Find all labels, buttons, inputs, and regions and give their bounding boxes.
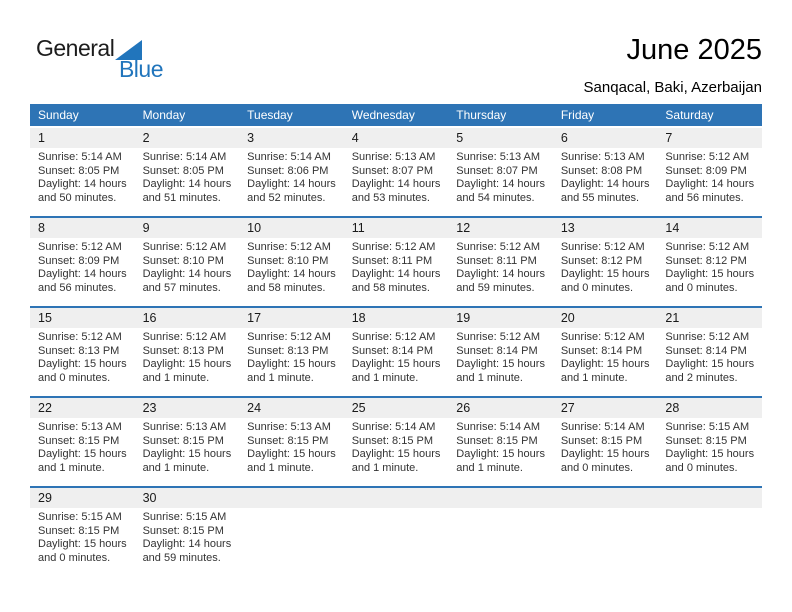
sunset-text: Sunset: 8:15 PM — [142, 434, 224, 447]
sunset-text: Sunset: 8:15 PM — [38, 434, 120, 447]
daylight-text-line1: Daylight: 15 hours — [142, 358, 232, 371]
day-details — [30, 328, 135, 385]
daylight-text-line1: Daylight: 14 hours — [38, 268, 127, 281]
daylight-text-line2: and 1 minute. — [142, 371, 210, 384]
day-number: 7 — [657, 128, 762, 148]
sunset-text: Sunset: 8:15 PM — [247, 434, 329, 447]
sunset-text: Sunset: 8:07 PM — [456, 164, 538, 177]
day-cell — [657, 398, 762, 486]
weekday-thursday: Thursday — [456, 108, 507, 122]
sunrise-text: Sunrise: 5:12 AM — [456, 241, 541, 253]
daylight-text-line1: Daylight: 15 hours — [665, 358, 755, 371]
day-number: 27 — [553, 398, 658, 418]
day-number: 20 — [553, 308, 658, 328]
day-number: 25 — [344, 398, 449, 418]
sunset-text: Sunset: 8:11 PM — [456, 254, 537, 267]
day-details — [657, 148, 762, 205]
sunset-text: Sunset: 8:14 PM — [665, 344, 747, 357]
day-details — [657, 328, 762, 385]
day-cell — [448, 218, 553, 306]
day-number: 13 — [553, 218, 658, 238]
sunrise-text: Sunrise: 5:12 AM — [560, 241, 645, 253]
day-cell — [344, 398, 449, 486]
day-details — [344, 238, 449, 295]
day-number: 11 — [344, 218, 449, 238]
day-cell — [30, 488, 135, 576]
sunset-text: Sunset: 8:14 PM — [560, 344, 643, 357]
day-number: 9 — [135, 218, 240, 238]
day-details — [135, 508, 240, 565]
day-cell — [657, 308, 762, 396]
daylight-text-line1: Daylight: 14 hours — [665, 178, 755, 191]
day-number — [448, 488, 553, 508]
daylight-text-line1: Daylight: 14 hours — [351, 178, 441, 191]
day-cell — [344, 308, 449, 396]
day-number: 6 — [553, 128, 658, 148]
day-details — [30, 238, 135, 295]
sunrise-text: Sunrise: 5:13 AM — [38, 421, 122, 433]
daylight-text-line1: Daylight: 15 hours — [247, 448, 336, 461]
weekday-monday: Monday — [142, 108, 186, 122]
sunset-text: Sunset: 8:13 PM — [38, 344, 120, 357]
daylight-text-line1: Daylight: 15 hours — [38, 538, 127, 551]
day-number — [657, 488, 762, 508]
day-details — [553, 238, 658, 295]
day-number: 5 — [448, 128, 553, 148]
sunset-text: Sunset: 8:09 PM — [665, 164, 747, 177]
day-number: 22 — [30, 398, 135, 418]
daylight-text-line2: and 0 minutes. — [560, 281, 633, 294]
day-cell — [553, 398, 658, 486]
daylight-text-line1: Daylight: 14 hours — [351, 268, 441, 281]
day-cell — [344, 128, 449, 216]
day-number: 3 — [239, 128, 344, 148]
day-cell — [448, 308, 553, 396]
daylight-text-line1: Daylight: 15 hours — [38, 358, 127, 371]
daylight-text-line1: Daylight: 15 hours — [665, 448, 755, 461]
day-details — [448, 418, 553, 475]
daylight-text-line2: and 1 minute. — [560, 371, 628, 384]
day-number: 23 — [135, 398, 240, 418]
day-details — [448, 238, 553, 295]
daylight-text-line1: Daylight: 15 hours — [247, 358, 336, 371]
daylight-text-line2: and 59 minutes. — [456, 281, 535, 294]
day-details — [657, 418, 762, 475]
day-cell — [448, 398, 553, 486]
day-number: 10 — [239, 218, 344, 238]
daylight-text-line1: Daylight: 14 hours — [560, 178, 650, 191]
sunset-text: Sunset: 8:14 PM — [351, 344, 434, 357]
day-number: 24 — [239, 398, 344, 418]
daylight-text-line2: and 1 minute. — [351, 461, 419, 474]
daylight-text-line2: and 50 minutes. — [38, 191, 117, 204]
sunrise-text: Sunrise: 5:12 AM — [665, 151, 750, 163]
day-cell — [553, 128, 658, 216]
day-details — [135, 148, 240, 205]
day-details — [239, 328, 344, 385]
day-cell — [239, 128, 344, 216]
sunrise-text: Sunrise: 5:12 AM — [351, 241, 436, 253]
sunrise-text: Sunrise: 5:15 AM — [38, 511, 122, 523]
sunrise-text: Sunrise: 5:14 AM — [247, 151, 331, 163]
day-cell — [135, 218, 240, 306]
sunrise-text: Sunrise: 5:13 AM — [142, 421, 227, 433]
empty-day-cell — [239, 488, 344, 576]
daylight-text-line2: and 1 minute. — [351, 371, 419, 384]
daylight-text-line2: and 1 minute. — [247, 371, 314, 384]
sunrise-text: Sunrise: 5:12 AM — [247, 331, 331, 343]
day-number: 26 — [448, 398, 553, 418]
day-details — [344, 148, 449, 205]
calendar-header — [584, 34, 762, 96]
sunset-text: Sunset: 8:10 PM — [247, 254, 329, 267]
sunrise-text: Sunrise: 5:14 AM — [560, 421, 645, 433]
day-number: 17 — [239, 308, 344, 328]
day-details — [239, 418, 344, 475]
daylight-text-line1: Daylight: 15 hours — [351, 448, 441, 461]
sunset-text: Sunset: 8:10 PM — [142, 254, 224, 267]
sunrise-text: Sunrise: 5:15 AM — [142, 511, 227, 523]
sunrise-text: Sunrise: 5:12 AM — [142, 331, 227, 343]
sunset-text: Sunset: 8:09 PM — [38, 254, 120, 267]
daylight-text-line2: and 52 minutes. — [247, 191, 326, 204]
weeks-container — [30, 128, 762, 576]
week-row — [30, 128, 762, 216]
sunset-text: Sunset: 8:05 PM — [38, 164, 120, 177]
daylight-text-line2: and 58 minutes. — [247, 281, 326, 294]
sunrise-text: Sunrise: 5:12 AM — [665, 241, 750, 253]
day-number: 8 — [30, 218, 135, 238]
daylight-text-line1: Daylight: 15 hours — [456, 448, 545, 461]
day-cell — [657, 218, 762, 306]
day-number: 21 — [657, 308, 762, 328]
sunset-text: Sunset: 8:15 PM — [38, 524, 120, 537]
daylight-text-line2: and 0 minutes. — [38, 371, 111, 384]
day-number: 28 — [657, 398, 762, 418]
day-cell — [135, 398, 240, 486]
day-details — [135, 328, 240, 385]
day-number: 29 — [30, 488, 135, 508]
sunrise-text: Sunrise: 5:14 AM — [142, 151, 227, 163]
sunrise-text: Sunrise: 5:12 AM — [142, 241, 227, 253]
sunset-text: Sunset: 8:07 PM — [351, 164, 434, 177]
weekday-tuesday: Tuesday — [247, 108, 293, 122]
day-cell — [553, 218, 658, 306]
daylight-text-line2: and 2 minutes. — [665, 371, 738, 384]
day-details — [135, 418, 240, 475]
daylight-text-line2: and 0 minutes. — [560, 461, 633, 474]
day-number — [344, 488, 449, 508]
day-cell — [30, 398, 135, 486]
day-cell — [239, 398, 344, 486]
week-row — [30, 216, 762, 306]
day-details — [553, 328, 658, 385]
day-cell — [135, 128, 240, 216]
weekday-saturday: Saturday — [665, 108, 714, 122]
daylight-text-line1: Daylight: 14 hours — [142, 268, 232, 281]
day-cell — [657, 128, 762, 216]
daylight-text-line1: Daylight: 15 hours — [665, 268, 755, 281]
calendar-grid — [30, 104, 762, 576]
sunset-text: Sunset: 8:15 PM — [456, 434, 538, 447]
sunset-text: Sunset: 8:12 PM — [560, 254, 643, 267]
day-number: 1 — [30, 128, 135, 148]
weekday-sunday: Sunday — [38, 108, 79, 122]
empty-day-cell — [553, 488, 658, 576]
sunset-text: Sunset: 8:12 PM — [665, 254, 747, 267]
daylight-text-line2: and 0 minutes. — [38, 551, 111, 564]
day-cell — [30, 308, 135, 396]
sunset-text: Sunset: 8:11 PM — [351, 254, 433, 267]
day-number: 19 — [448, 308, 553, 328]
daylight-text-line2: and 56 minutes. — [38, 281, 117, 294]
day-details — [30, 508, 135, 565]
sunrise-text: Sunrise: 5:15 AM — [665, 421, 750, 433]
sunset-text: Sunset: 8:06 PM — [247, 164, 329, 177]
sunrise-text: Sunrise: 5:12 AM — [38, 241, 122, 253]
logo-text-general: General — [36, 35, 115, 61]
day-cell — [553, 308, 658, 396]
sunrise-text: Sunrise: 5:13 AM — [456, 151, 541, 163]
day-number: 30 — [135, 488, 240, 508]
empty-day-cell — [344, 488, 449, 576]
daylight-text-line1: Daylight: 15 hours — [560, 268, 650, 281]
day-cell — [135, 488, 240, 576]
daylight-text-line2: and 1 minute. — [456, 371, 523, 384]
daylight-text-line1: Daylight: 15 hours — [38, 448, 127, 461]
sunrise-text: Sunrise: 5:14 AM — [456, 421, 541, 433]
daylight-text-line1: Daylight: 15 hours — [560, 358, 650, 371]
day-details — [30, 418, 135, 475]
daylight-text-line2: and 0 minutes. — [665, 281, 738, 294]
daylight-text-line2: and 1 minute. — [142, 461, 210, 474]
sunrise-text: Sunrise: 5:12 AM — [38, 331, 122, 343]
weekday-friday: Friday — [560, 108, 595, 122]
sunrise-text: Sunrise: 5:12 AM — [665, 331, 750, 343]
location-subtitle: Sanqacal, Baki, Azerbaijan — [583, 79, 762, 96]
day-details — [657, 238, 762, 295]
weekday-wednesday: Wednesday — [351, 108, 415, 122]
day-number: 4 — [344, 128, 449, 148]
daylight-text-line1: Daylight: 14 hours — [38, 178, 127, 191]
sunrise-text: Sunrise: 5:14 AM — [38, 151, 122, 163]
daylight-text-line2: and 1 minute. — [38, 461, 105, 474]
day-details — [448, 328, 553, 385]
day-details — [239, 238, 344, 295]
day-cell — [344, 218, 449, 306]
week-row — [30, 486, 762, 576]
daylight-text-line2: and 58 minutes. — [351, 281, 430, 294]
sunrise-text: Sunrise: 5:12 AM — [351, 331, 436, 343]
daylight-text-line2: and 53 minutes. — [351, 191, 430, 204]
day-details — [135, 238, 240, 295]
day-cell — [239, 308, 344, 396]
sunset-text: Sunset: 8:13 PM — [247, 344, 329, 357]
daylight-text-line1: Daylight: 15 hours — [142, 448, 232, 461]
day-cell — [239, 218, 344, 306]
daylight-text-line2: and 1 minute. — [247, 461, 314, 474]
sunrise-text: Sunrise: 5:14 AM — [351, 421, 436, 433]
day-details — [344, 328, 449, 385]
day-details — [344, 418, 449, 475]
day-number: 14 — [657, 218, 762, 238]
sunset-text: Sunset: 8:08 PM — [560, 164, 643, 177]
daylight-text-line1: Daylight: 14 hours — [247, 178, 336, 191]
day-cell — [135, 308, 240, 396]
daylight-text-line1: Daylight: 14 hours — [247, 268, 336, 281]
day-details — [239, 148, 344, 205]
sunset-text: Sunset: 8:15 PM — [351, 434, 434, 447]
sunset-text: Sunset: 8:13 PM — [142, 344, 224, 357]
daylight-text-line1: Daylight: 14 hours — [456, 268, 545, 281]
general-blue-logo — [36, 36, 163, 80]
weekday-header-row — [30, 104, 762, 126]
daylight-text-line1: Daylight: 15 hours — [560, 448, 650, 461]
empty-day-cell — [448, 488, 553, 576]
day-number: 12 — [448, 218, 553, 238]
daylight-text-line2: and 1 minute. — [456, 461, 523, 474]
week-row — [30, 306, 762, 396]
logo-text-blue: Blue — [118, 56, 163, 82]
sunset-text: Sunset: 8:15 PM — [665, 434, 747, 447]
sunset-text: Sunset: 8:14 PM — [456, 344, 538, 357]
day-cell — [30, 218, 135, 306]
daylight-text-line2: and 56 minutes. — [665, 191, 744, 204]
day-details — [30, 148, 135, 205]
daylight-text-line1: Daylight: 15 hours — [351, 358, 441, 371]
daylight-text-line1: Daylight: 14 hours — [142, 538, 232, 551]
empty-day-cell — [657, 488, 762, 576]
sunrise-text: Sunrise: 5:13 AM — [560, 151, 645, 163]
day-number: 16 — [135, 308, 240, 328]
sunset-text: Sunset: 8:15 PM — [142, 524, 224, 537]
month-title: June 2025 — [626, 34, 762, 66]
day-details — [448, 148, 553, 205]
daylight-text-line2: and 59 minutes. — [142, 551, 221, 564]
sunrise-text: Sunrise: 5:12 AM — [456, 331, 541, 343]
day-details — [553, 148, 658, 205]
week-row — [30, 396, 762, 486]
day-number: 2 — [135, 128, 240, 148]
day-cell — [30, 128, 135, 216]
sunset-text: Sunset: 8:15 PM — [560, 434, 643, 447]
daylight-text-line1: Daylight: 14 hours — [142, 178, 232, 191]
daylight-text-line2: and 54 minutes. — [456, 191, 535, 204]
daylight-text-line2: and 55 minutes. — [560, 191, 640, 204]
daylight-text-line2: and 57 minutes. — [142, 281, 221, 294]
sunrise-text: Sunrise: 5:13 AM — [351, 151, 436, 163]
daylight-text-line1: Daylight: 14 hours — [456, 178, 545, 191]
day-details — [553, 418, 658, 475]
daylight-text-line2: and 51 minutes. — [142, 191, 221, 204]
day-number: 18 — [344, 308, 449, 328]
day-number — [239, 488, 344, 508]
day-number — [553, 488, 658, 508]
day-cell — [448, 128, 553, 216]
sunrise-text: Sunrise: 5:12 AM — [560, 331, 645, 343]
sunrise-text: Sunrise: 5:12 AM — [247, 241, 331, 253]
daylight-text-line2: and 0 minutes. — [665, 461, 738, 474]
sunset-text: Sunset: 8:05 PM — [142, 164, 224, 177]
day-number: 15 — [30, 308, 135, 328]
daylight-text-line1: Daylight: 15 hours — [456, 358, 545, 371]
sunrise-text: Sunrise: 5:13 AM — [247, 421, 331, 433]
